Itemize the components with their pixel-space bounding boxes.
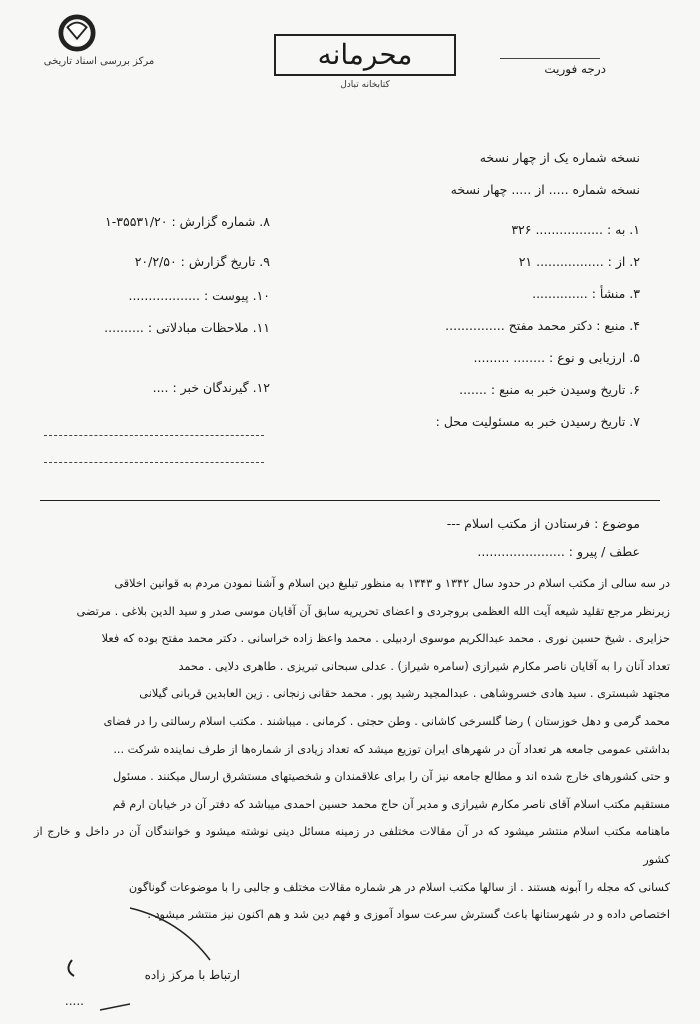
handwritten-signature <box>60 900 230 1020</box>
field-origin: ۳. منشأ : .............. <box>532 286 640 301</box>
subject-line: موضوع : فرستادن از مکتب اسلام --- <box>446 516 640 531</box>
body-line: زیرنظر مرجع تقلید شیعه آیت الله العظمی بروجردی و اعضای تحریریه سابق آن آقایان موسی صدر و سید الدین بلاغی . مرتضی <box>76 604 670 618</box>
signature-mark: ..... <box>64 994 84 1008</box>
archive-logo-icon <box>58 14 96 52</box>
field-report-number: ۸. شماره گزارش : ۳۵۵۳۱/۲۰-۱ <box>105 214 270 229</box>
field-assessment: ۵. ارزیابی و نوع : ........ ......... <box>473 350 640 365</box>
body-line: در سه سالی از مکتب اسلام در حدود سال ۱۳۴۲ و ۱۳۴۳ به منظور تبلیغ دین اسلام و آشنا نمودن مردم به قوانین اخلاقی <box>114 577 670 590</box>
classification-stamp: محرمانه <box>274 34 456 76</box>
field-attachment: ۱۰. پیوست : .................. <box>128 288 270 303</box>
classification-subtitle: کتابخانه تبادل <box>340 80 390 90</box>
blank-line <box>44 462 264 463</box>
report-body <box>34 570 670 929</box>
field-recipients: ۱۲. گیرندگان خبر : .... <box>152 380 270 395</box>
blank-line <box>44 435 264 436</box>
field-source: ۴. منبع : دکتر محمد مفتح ............... <box>445 318 640 333</box>
copy-number-line-2: نسخه شماره ..... از ..... چهار نسخه <box>450 182 640 197</box>
field-report-date: ۹. تاریخ گزارش : ۲۰/۲/۵۰ <box>134 254 270 269</box>
priority-rule <box>500 58 600 59</box>
reference-line: عطف / پیرو : ...................... <box>477 544 640 559</box>
body-line: و حتی کشورهای خارج شده اند و مطالع جامعه نیز آن را برای علاقمندان و شخصیتهای مستشرق ارسال میکنند . مسئول <box>112 770 670 784</box>
field-date-received-source: ۶. تاریخ وسیدن خبر به منبع : ....... <box>459 382 640 397</box>
body-line: حزایری . شیخ حسین نوری . محمد عبدالکریم موسوی اردبیلی . محمد واعظ زاده خراسانی . دکتر محمد مفتح بوده که فعلا <box>101 632 670 646</box>
body-line: مستقیم مکتب اسلام آقای ناصر مکارم شیرازی و مدیر آن حاج محمد حسین احمدی میباشد که دفتر آن در خیابان ارم قم <box>112 797 670 811</box>
copy-number-line-1: نسخه شماره یک از چهار نسخه <box>479 150 640 165</box>
signature-text: ارتباط با مرکز زاده <box>144 968 240 982</box>
field-date-received-office: ۷. تاریخ رسیدن خبر به مسئولیت محل : <box>435 414 640 429</box>
body-line: تعداد آنان را به آقایان ناصر مکارم شیرازی (سامره شیراز) . عدلی سبحانی تبریزی . طاهری دلایی . محمد <box>178 659 670 673</box>
body-line: ماهنامه مکتب اسلام منتشر میشود که در آن مقالات مختلفی در زمینه مسائل دینی نوشته میشود و خوانندگان آن در داخل و خارج از کشور <box>34 825 670 866</box>
body-line: اختصاص داده و در شهرستانها باعث گسترش سرعت سواد آموزی و فهم دین شد و هم اکنون نیز منتشر میشود . <box>147 908 670 922</box>
section-divider <box>40 500 660 501</box>
body-line: مجتهد شبستری . سید هادی خسروشاهی . عبدالمجید رشید پور . محمد حقانی زنجانی . زین العابدین قربانی گیلانی <box>139 687 670 701</box>
body-line: محمد گرمی و دهل خوزستان ) رضا گلسرخی کاشانی . وطن حجتی . کرمانی . میباشند . مکتب اسلام رسالتی را در فضای <box>103 714 670 728</box>
field-exchange-notes: ۱۱. ملاحظات مبادلاتی : .......... <box>104 320 270 335</box>
priority-label: درجه فوریت <box>544 62 606 76</box>
body-line: کسانی که مجله را آبونه هستند . از سالها مکتب اسلام در هر شماره مقالات مختلف و جالبی را با موضوعات گوناگون <box>128 880 670 894</box>
body-line: بداشتی عمومی جامعه هر تعداد آن در شهرهای ایران توزیع میشد که تعداد زیادی از شماره‌ها از طرف نماینده شرکت ... <box>113 742 670 756</box>
field-from: ۲. از : ................. ۲۱ <box>518 254 640 269</box>
field-to: ۱. به : ................. ۳۲۶ <box>511 222 640 237</box>
archive-logo-text: مرکز بررسی اسناد تاریخی <box>43 56 155 67</box>
